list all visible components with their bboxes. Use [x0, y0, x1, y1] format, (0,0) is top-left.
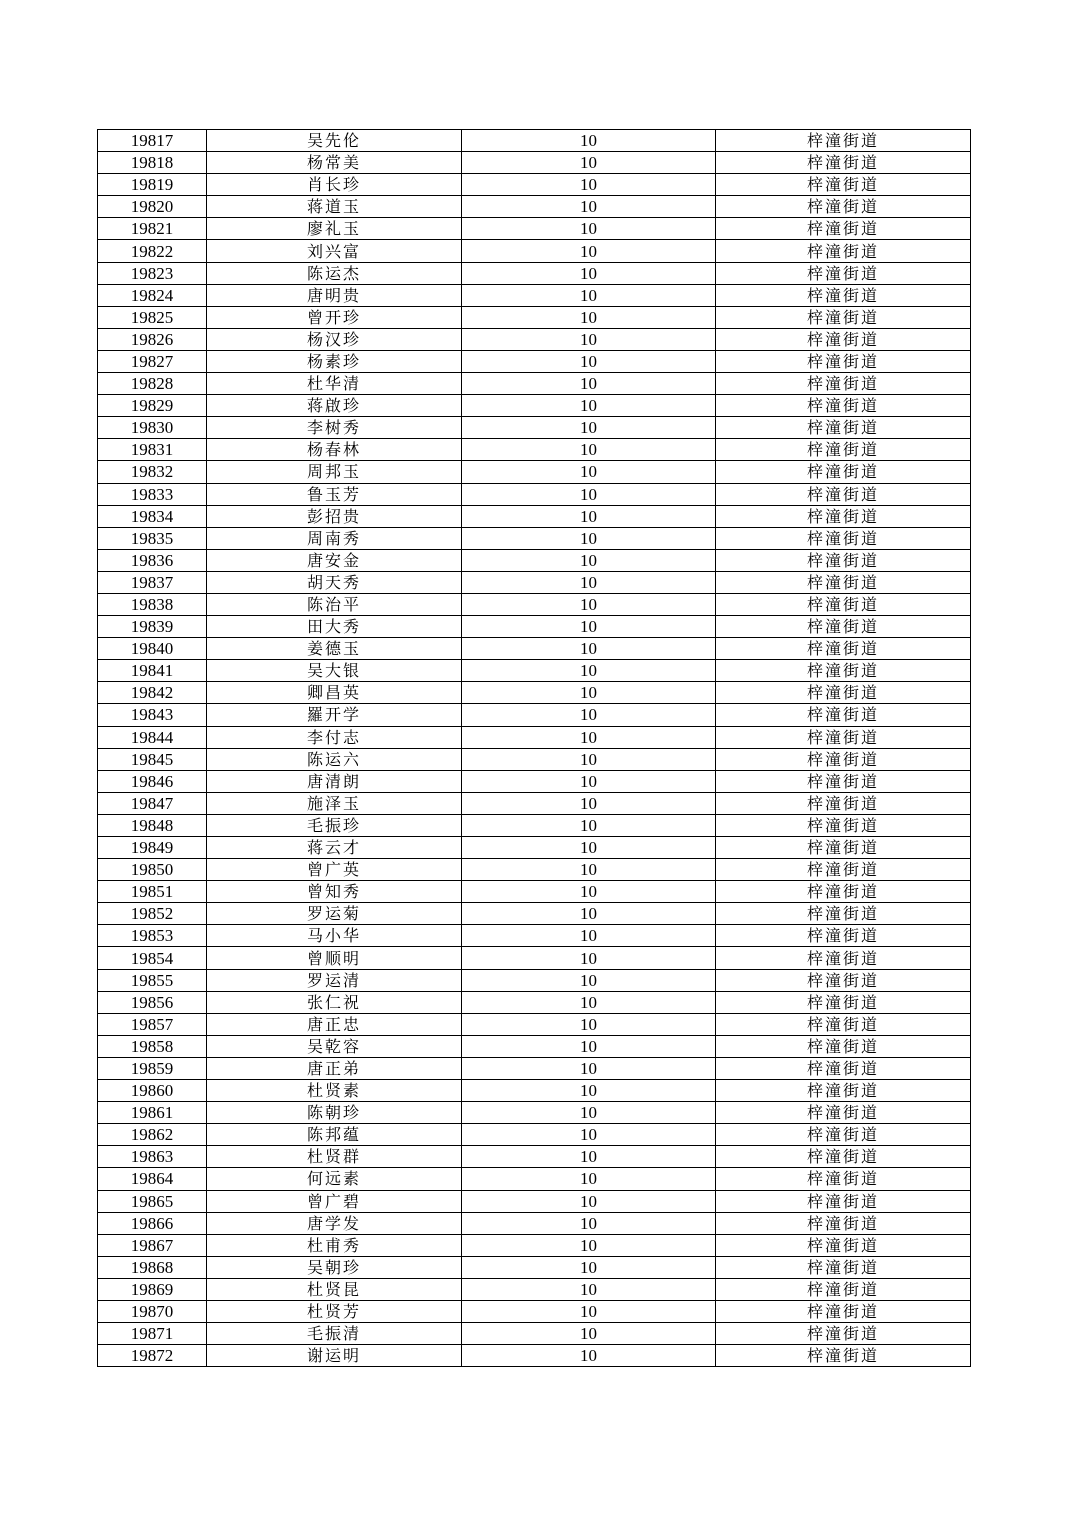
- name-cell: 蒋道玉: [207, 196, 462, 218]
- serial-number-cell: 19848: [98, 814, 207, 836]
- amount-cell: 10: [462, 1168, 716, 1190]
- name-cell: 唐安金: [207, 549, 462, 571]
- table-row: [98, 1057, 971, 1079]
- name-cell: 卿昌英: [207, 682, 462, 704]
- serial-number-cell: 19841: [98, 660, 207, 682]
- roster-table: [97, 129, 971, 1367]
- address-cell: 梓潼街道: [716, 262, 971, 284]
- table-row: [98, 1168, 971, 1190]
- address-cell: 梓潼街道: [716, 1124, 971, 1146]
- address-cell: 梓潼街道: [716, 1323, 971, 1345]
- serial-number-cell: 19851: [98, 881, 207, 903]
- amount-cell: 10: [462, 925, 716, 947]
- amount-cell: 10: [462, 1035, 716, 1057]
- table-row: [98, 616, 971, 638]
- amount-cell: 10: [462, 1256, 716, 1278]
- name-cell: 蒋云才: [207, 837, 462, 859]
- amount-cell: 10: [462, 660, 716, 682]
- amount-cell: 10: [462, 682, 716, 704]
- serial-number-cell: 19838: [98, 593, 207, 615]
- address-cell: 梓潼街道: [716, 859, 971, 881]
- serial-number-cell: 19849: [98, 837, 207, 859]
- table-row: [98, 373, 971, 395]
- amount-cell: 10: [462, 350, 716, 372]
- amount-cell: 10: [462, 1300, 716, 1322]
- name-cell: 杜贤素: [207, 1080, 462, 1102]
- amount-cell: 10: [462, 991, 716, 1013]
- address-cell: 梓潼街道: [716, 395, 971, 417]
- amount-cell: 10: [462, 218, 716, 240]
- name-cell: 田大秀: [207, 616, 462, 638]
- amount-cell: 10: [462, 1212, 716, 1234]
- amount-cell: 10: [462, 417, 716, 439]
- amount-cell: 10: [462, 1146, 716, 1168]
- address-cell: 梓潼街道: [716, 1345, 971, 1367]
- address-cell: 梓潼街道: [716, 947, 971, 969]
- name-cell: 陈运杰: [207, 262, 462, 284]
- table-row: [98, 196, 971, 218]
- name-cell: 毛振清: [207, 1323, 462, 1345]
- address-cell: 梓潼街道: [716, 704, 971, 726]
- amount-cell: 10: [462, 814, 716, 836]
- table-row: [98, 638, 971, 660]
- serial-number-cell: 19859: [98, 1057, 207, 1079]
- table-row: [98, 903, 971, 925]
- name-cell: 陈治平: [207, 593, 462, 615]
- address-cell: 梓潼街道: [716, 792, 971, 814]
- name-cell: 曾知秀: [207, 881, 462, 903]
- table-row: [98, 152, 971, 174]
- table-row: [98, 1190, 971, 1212]
- name-cell: 施泽玉: [207, 792, 462, 814]
- address-cell: 梓潼街道: [716, 726, 971, 748]
- address-cell: 梓潼街道: [716, 593, 971, 615]
- name-cell: 杜华清: [207, 373, 462, 395]
- serial-number-cell: 19872: [98, 1345, 207, 1367]
- serial-number-cell: 19852: [98, 903, 207, 925]
- table-row: [98, 174, 971, 196]
- serial-number-cell: 19827: [98, 350, 207, 372]
- serial-number-cell: 19834: [98, 505, 207, 527]
- name-cell: 罗运清: [207, 969, 462, 991]
- amount-cell: 10: [462, 1345, 716, 1367]
- serial-number-cell: 19817: [98, 130, 207, 152]
- serial-number-cell: 19833: [98, 483, 207, 505]
- amount-cell: 10: [462, 130, 716, 152]
- amount-cell: 10: [462, 483, 716, 505]
- name-cell: 吴乾容: [207, 1035, 462, 1057]
- table-row: [98, 726, 971, 748]
- address-cell: 梓潼街道: [716, 903, 971, 925]
- table-row: [98, 1256, 971, 1278]
- amount-cell: 10: [462, 903, 716, 925]
- serial-number-cell: 19826: [98, 328, 207, 350]
- name-cell: 杜甫秀: [207, 1234, 462, 1256]
- serial-number-cell: 19869: [98, 1278, 207, 1300]
- table-row: [98, 969, 971, 991]
- amount-cell: 10: [462, 1323, 716, 1345]
- serial-number-cell: 19825: [98, 306, 207, 328]
- amount-cell: 10: [462, 726, 716, 748]
- table-row: [98, 439, 971, 461]
- table-row: [98, 549, 971, 571]
- name-cell: 曾广英: [207, 859, 462, 881]
- serial-number-cell: 19837: [98, 571, 207, 593]
- serial-number-cell: 19867: [98, 1234, 207, 1256]
- table-row: [98, 859, 971, 881]
- address-cell: 梓潼街道: [716, 218, 971, 240]
- amount-cell: 10: [462, 152, 716, 174]
- table-row: [98, 792, 971, 814]
- name-cell: 蒋啟珍: [207, 395, 462, 417]
- table-row: [98, 704, 971, 726]
- serial-number-cell: 19824: [98, 284, 207, 306]
- address-cell: 梓潼街道: [716, 1278, 971, 1300]
- address-cell: 梓潼街道: [716, 549, 971, 571]
- name-cell: 曾开珍: [207, 306, 462, 328]
- name-cell: 杨素珍: [207, 350, 462, 372]
- name-cell: 吴先伦: [207, 130, 462, 152]
- amount-cell: 10: [462, 1278, 716, 1300]
- serial-number-cell: 19822: [98, 240, 207, 262]
- amount-cell: 10: [462, 439, 716, 461]
- amount-cell: 10: [462, 616, 716, 638]
- amount-cell: 10: [462, 792, 716, 814]
- name-cell: 唐清朗: [207, 770, 462, 792]
- address-cell: 梓潼街道: [716, 373, 971, 395]
- address-cell: 梓潼街道: [716, 1300, 971, 1322]
- serial-number-cell: 19829: [98, 395, 207, 417]
- amount-cell: 10: [462, 593, 716, 615]
- amount-cell: 10: [462, 947, 716, 969]
- address-cell: 梓潼街道: [716, 1234, 971, 1256]
- name-cell: 唐正忠: [207, 1013, 462, 1035]
- address-cell: 梓潼街道: [716, 969, 971, 991]
- amount-cell: 10: [462, 240, 716, 262]
- name-cell: 陈邦蕴: [207, 1124, 462, 1146]
- address-cell: 梓潼街道: [716, 461, 971, 483]
- serial-number-cell: 19858: [98, 1035, 207, 1057]
- name-cell: 曾顺明: [207, 947, 462, 969]
- table-row: [98, 1300, 971, 1322]
- table-row: [98, 1124, 971, 1146]
- address-cell: 梓潼街道: [716, 306, 971, 328]
- name-cell: 杨春林: [207, 439, 462, 461]
- table-row: [98, 505, 971, 527]
- table-row: [98, 1323, 971, 1345]
- name-cell: 陈运六: [207, 748, 462, 770]
- address-cell: 梓潼街道: [716, 1102, 971, 1124]
- address-cell: 梓潼街道: [716, 240, 971, 262]
- table-row: [98, 461, 971, 483]
- table-row: [98, 593, 971, 615]
- table-row: [98, 350, 971, 372]
- serial-number-cell: 19839: [98, 616, 207, 638]
- name-cell: 胡天秀: [207, 571, 462, 593]
- amount-cell: 10: [462, 1080, 716, 1102]
- name-cell: 张仁祝: [207, 991, 462, 1013]
- amount-cell: 10: [462, 704, 716, 726]
- amount-cell: 10: [462, 881, 716, 903]
- address-cell: 梓潼街道: [716, 152, 971, 174]
- serial-number-cell: 19836: [98, 549, 207, 571]
- amount-cell: 10: [462, 196, 716, 218]
- table-row: [98, 218, 971, 240]
- amount-cell: 10: [462, 1190, 716, 1212]
- name-cell: 杨汉珍: [207, 328, 462, 350]
- name-cell: 杜贤群: [207, 1146, 462, 1168]
- name-cell: 姜德玉: [207, 638, 462, 660]
- address-cell: 梓潼街道: [716, 1256, 971, 1278]
- name-cell: 罗运菊: [207, 903, 462, 925]
- amount-cell: 10: [462, 1102, 716, 1124]
- table-row: [98, 1080, 971, 1102]
- amount-cell: 10: [462, 571, 716, 593]
- serial-number-cell: 19850: [98, 859, 207, 881]
- address-cell: 梓潼街道: [716, 527, 971, 549]
- serial-number-cell: 19871: [98, 1323, 207, 1345]
- roster-table-body: [98, 130, 971, 1367]
- name-cell: 杜贤昆: [207, 1278, 462, 1300]
- serial-number-cell: 19843: [98, 704, 207, 726]
- name-cell: 曾广碧: [207, 1190, 462, 1212]
- amount-cell: 10: [462, 306, 716, 328]
- address-cell: 梓潼街道: [716, 1190, 971, 1212]
- serial-number-cell: 19847: [98, 792, 207, 814]
- serial-number-cell: 19861: [98, 1102, 207, 1124]
- address-cell: 梓潼街道: [716, 505, 971, 527]
- serial-number-cell: 19860: [98, 1080, 207, 1102]
- serial-number-cell: 19818: [98, 152, 207, 174]
- serial-number-cell: 19821: [98, 218, 207, 240]
- amount-cell: 10: [462, 859, 716, 881]
- name-cell: 吴朝珍: [207, 1256, 462, 1278]
- address-cell: 梓潼街道: [716, 1080, 971, 1102]
- name-cell: 刘兴富: [207, 240, 462, 262]
- table-row: [98, 1234, 971, 1256]
- serial-number-cell: 19819: [98, 174, 207, 196]
- table-row: [98, 483, 971, 505]
- table-row: [98, 527, 971, 549]
- serial-number-cell: 19842: [98, 682, 207, 704]
- name-cell: 羅开学: [207, 704, 462, 726]
- name-cell: 唐正弟: [207, 1057, 462, 1079]
- table-row: [98, 925, 971, 947]
- address-cell: 梓潼街道: [716, 417, 971, 439]
- serial-number-cell: 19868: [98, 1256, 207, 1278]
- table-row: [98, 395, 971, 417]
- serial-number-cell: 19830: [98, 417, 207, 439]
- amount-cell: 10: [462, 638, 716, 660]
- name-cell: 李树秀: [207, 417, 462, 439]
- table-row: [98, 991, 971, 1013]
- serial-number-cell: 19856: [98, 991, 207, 1013]
- address-cell: 梓潼街道: [716, 638, 971, 660]
- address-cell: 梓潼街道: [716, 571, 971, 593]
- name-cell: 何远素: [207, 1168, 462, 1190]
- serial-number-cell: 19853: [98, 925, 207, 947]
- name-cell: 谢运明: [207, 1345, 462, 1367]
- amount-cell: 10: [462, 527, 716, 549]
- amount-cell: 10: [462, 373, 716, 395]
- name-cell: 吴大银: [207, 660, 462, 682]
- serial-number-cell: 19862: [98, 1124, 207, 1146]
- address-cell: 梓潼街道: [716, 483, 971, 505]
- name-cell: 肖长珍: [207, 174, 462, 196]
- address-cell: 梓潼街道: [716, 350, 971, 372]
- name-cell: 杜贤芳: [207, 1300, 462, 1322]
- table-row: [98, 770, 971, 792]
- address-cell: 梓潼街道: [716, 174, 971, 196]
- table-row: [98, 1146, 971, 1168]
- address-cell: 梓潼街道: [716, 1212, 971, 1234]
- name-cell: 毛振珍: [207, 814, 462, 836]
- address-cell: 梓潼街道: [716, 196, 971, 218]
- table-row: [98, 748, 971, 770]
- table-row: [98, 881, 971, 903]
- roster-sheet: [97, 129, 970, 1367]
- address-cell: 梓潼街道: [716, 616, 971, 638]
- address-cell: 梓潼街道: [716, 837, 971, 859]
- name-cell: 廖礼玉: [207, 218, 462, 240]
- address-cell: 梓潼街道: [716, 130, 971, 152]
- table-row: [98, 1035, 971, 1057]
- address-cell: 梓潼街道: [716, 439, 971, 461]
- name-cell: 鲁玉芳: [207, 483, 462, 505]
- address-cell: 梓潼街道: [716, 991, 971, 1013]
- serial-number-cell: 19835: [98, 527, 207, 549]
- serial-number-cell: 19855: [98, 969, 207, 991]
- amount-cell: 10: [462, 1234, 716, 1256]
- table-row: [98, 1278, 971, 1300]
- address-cell: 梓潼街道: [716, 814, 971, 836]
- amount-cell: 10: [462, 284, 716, 306]
- table-row: [98, 660, 971, 682]
- table-row: [98, 1212, 971, 1234]
- address-cell: 梓潼街道: [716, 748, 971, 770]
- amount-cell: 10: [462, 174, 716, 196]
- serial-number-cell: 19863: [98, 1146, 207, 1168]
- table-row: [98, 947, 971, 969]
- name-cell: 李付志: [207, 726, 462, 748]
- amount-cell: 10: [462, 1124, 716, 1146]
- name-cell: 唐明贵: [207, 284, 462, 306]
- name-cell: 彭招贵: [207, 505, 462, 527]
- serial-number-cell: 19845: [98, 748, 207, 770]
- address-cell: 梓潼街道: [716, 660, 971, 682]
- address-cell: 梓潼街道: [716, 284, 971, 306]
- name-cell: 马小华: [207, 925, 462, 947]
- serial-number-cell: 19820: [98, 196, 207, 218]
- serial-number-cell: 19854: [98, 947, 207, 969]
- address-cell: 梓潼街道: [716, 770, 971, 792]
- table-row: [98, 417, 971, 439]
- table-row: [98, 1102, 971, 1124]
- serial-number-cell: 19846: [98, 770, 207, 792]
- address-cell: 梓潼街道: [716, 1168, 971, 1190]
- amount-cell: 10: [462, 969, 716, 991]
- address-cell: 梓潼街道: [716, 682, 971, 704]
- name-cell: 唐学发: [207, 1212, 462, 1234]
- amount-cell: 10: [462, 837, 716, 859]
- table-row: [98, 571, 971, 593]
- name-cell: 周邦玉: [207, 461, 462, 483]
- table-row: [98, 284, 971, 306]
- table-row: [98, 682, 971, 704]
- address-cell: 梓潼街道: [716, 881, 971, 903]
- address-cell: 梓潼街道: [716, 925, 971, 947]
- address-cell: 梓潼街道: [716, 1013, 971, 1035]
- serial-number-cell: 19844: [98, 726, 207, 748]
- table-row: [98, 1013, 971, 1035]
- amount-cell: 10: [462, 549, 716, 571]
- name-cell: 杨常美: [207, 152, 462, 174]
- amount-cell: 10: [462, 1057, 716, 1079]
- serial-number-cell: 19831: [98, 439, 207, 461]
- amount-cell: 10: [462, 262, 716, 284]
- amount-cell: 10: [462, 395, 716, 417]
- address-cell: 梓潼街道: [716, 1146, 971, 1168]
- serial-number-cell: 19823: [98, 262, 207, 284]
- address-cell: 梓潼街道: [716, 1057, 971, 1079]
- serial-number-cell: 19840: [98, 638, 207, 660]
- table-row: [98, 814, 971, 836]
- serial-number-cell: 19857: [98, 1013, 207, 1035]
- serial-number-cell: 19828: [98, 373, 207, 395]
- amount-cell: 10: [462, 1013, 716, 1035]
- serial-number-cell: 19864: [98, 1168, 207, 1190]
- name-cell: 陈朝珍: [207, 1102, 462, 1124]
- table-row: [98, 262, 971, 284]
- serial-number-cell: 19865: [98, 1190, 207, 1212]
- name-cell: 周南秀: [207, 527, 462, 549]
- table-row: [98, 328, 971, 350]
- address-cell: 梓潼街道: [716, 1035, 971, 1057]
- table-row: [98, 240, 971, 262]
- serial-number-cell: 19832: [98, 461, 207, 483]
- serial-number-cell: 19870: [98, 1300, 207, 1322]
- amount-cell: 10: [462, 328, 716, 350]
- amount-cell: 10: [462, 505, 716, 527]
- serial-number-cell: 19866: [98, 1212, 207, 1234]
- amount-cell: 10: [462, 770, 716, 792]
- amount-cell: 10: [462, 461, 716, 483]
- table-row: [98, 306, 971, 328]
- table-row: [98, 130, 971, 152]
- amount-cell: 10: [462, 748, 716, 770]
- table-row: [98, 1345, 971, 1367]
- address-cell: 梓潼街道: [716, 328, 971, 350]
- table-row: [98, 837, 971, 859]
